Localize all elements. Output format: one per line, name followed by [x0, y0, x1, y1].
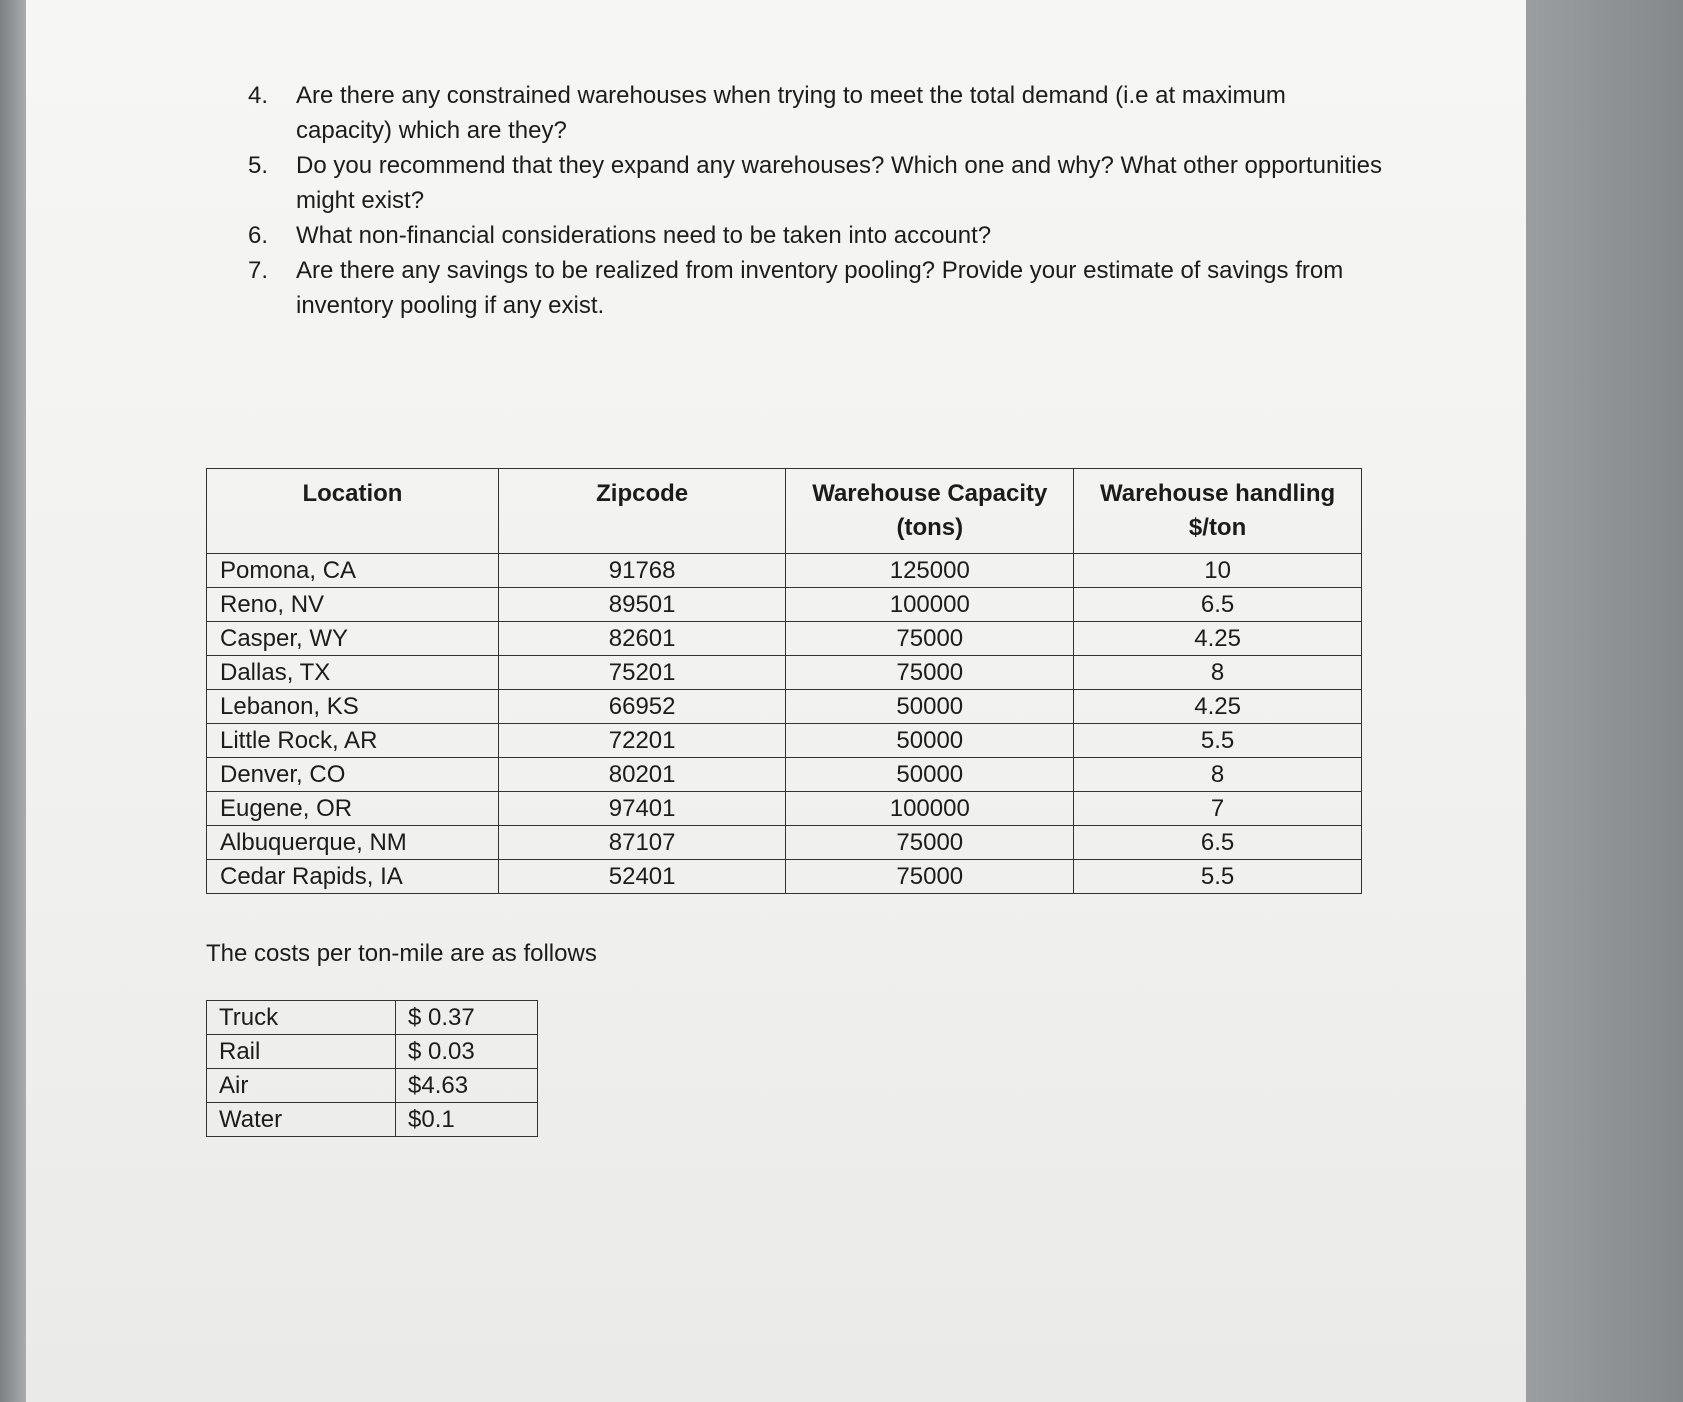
question-item: [248, 78, 1388, 148]
location-cell: Eugene, OR: [207, 792, 499, 826]
table-row: [207, 1035, 538, 1069]
table-row: [207, 860, 1362, 894]
location-cell: Casper, WY: [207, 622, 499, 656]
location-cell: Dallas, TX: [207, 656, 499, 690]
question-text: Are there any constrained warehouses when trying to meet the total demand (i.e at maximum capacity) which are they?: [296, 82, 1286, 144]
table-row: [207, 690, 1362, 724]
table-row: [207, 724, 1362, 758]
costs-intro-text: The costs per ton-mile are as follows: [206, 940, 597, 967]
capacity-cell: 75000: [786, 656, 1074, 690]
handling-cell: 4.25: [1074, 622, 1362, 656]
question-number: 7.: [248, 257, 269, 284]
question-item: [248, 148, 1388, 218]
handling-cell: 5.5: [1074, 724, 1362, 758]
zipcode-cell: 52401: [498, 860, 785, 894]
zipcode-cell: 97401: [498, 792, 785, 826]
zipcode-cell: 80201: [498, 758, 785, 792]
location-cell: Pomona, CA: [207, 554, 499, 588]
header-zipcode: Zipcode: [498, 469, 785, 554]
location-cell: Albuquerque, NM: [207, 826, 499, 860]
question-list: [248, 78, 1388, 323]
location-cell: Little Rock, AR: [207, 724, 499, 758]
warehouse-table: [206, 468, 1362, 894]
transport-mode-cell: Air: [207, 1069, 396, 1103]
table-header-row: [207, 469, 1362, 554]
question-text: Are there any savings to be realized from inventory pooling? Provide your estimate of savings from inventory pooling if any exist.: [296, 257, 1344, 319]
table-row: [207, 656, 1362, 690]
handling-cell: 8: [1074, 656, 1362, 690]
table-row: [207, 758, 1362, 792]
handling-cell: 5.5: [1074, 860, 1362, 894]
table-row: [207, 792, 1362, 826]
zipcode-cell: 66952: [498, 690, 785, 724]
handling-cell: 10: [1074, 554, 1362, 588]
handling-cell: 7: [1074, 792, 1362, 826]
header-handling-cost: Warehouse handling $/ton: [1074, 469, 1362, 554]
capacity-cell: 100000: [786, 792, 1074, 826]
header-location: Location: [207, 469, 499, 554]
question-number: 6.: [248, 222, 269, 249]
capacity-cell: 50000: [786, 724, 1074, 758]
capacity-cell: 75000: [786, 622, 1074, 656]
capacity-cell: 100000: [786, 588, 1074, 622]
table-row: [207, 554, 1362, 588]
location-cell: Lebanon, KS: [207, 690, 499, 724]
capacity-cell: 125000: [786, 554, 1074, 588]
location-cell: Cedar Rapids, IA: [207, 860, 499, 894]
cost-cell: $ 0.37: [396, 1001, 538, 1035]
question-item: [248, 218, 1388, 253]
table-row: [207, 622, 1362, 656]
table-row: [207, 1001, 538, 1035]
handling-cell: 6.5: [1074, 588, 1362, 622]
question-number: 5.: [248, 152, 269, 179]
table-row: [207, 826, 1362, 860]
table-row: [207, 1069, 538, 1103]
handling-cell: 8: [1074, 758, 1362, 792]
question-number: 4.: [248, 82, 269, 109]
transport-mode-cell: Water: [207, 1103, 396, 1137]
location-cell: Denver, CO: [207, 758, 499, 792]
capacity-cell: 50000: [786, 690, 1074, 724]
zipcode-cell: 82601: [498, 622, 785, 656]
cost-cell: $4.63: [396, 1069, 538, 1103]
cost-cell: $0.1: [396, 1103, 538, 1137]
zipcode-cell: 75201: [498, 656, 785, 690]
header-capacity: Warehouse Capacity (tons): [786, 469, 1074, 554]
table-row: [207, 588, 1362, 622]
capacity-cell: 75000: [786, 826, 1074, 860]
question-item: [248, 253, 1388, 323]
transport-mode-cell: Truck: [207, 1001, 396, 1035]
zipcode-cell: 89501: [498, 588, 785, 622]
location-cell: Reno, NV: [207, 588, 499, 622]
capacity-cell: 50000: [786, 758, 1074, 792]
zipcode-cell: 91768: [498, 554, 785, 588]
question-text: What non-financial considerations need to be taken into account?: [296, 222, 992, 249]
zipcode-cell: 87107: [498, 826, 785, 860]
handling-cell: 6.5: [1074, 826, 1362, 860]
cost-cell: $ 0.03: [396, 1035, 538, 1069]
background-desk-right: [1526, 0, 1683, 1402]
capacity-cell: 75000: [786, 860, 1074, 894]
handling-cell: 4.25: [1074, 690, 1362, 724]
transport-mode-cell: Rail: [207, 1035, 396, 1069]
background-desk-left: [0, 0, 26, 1402]
table-row: [207, 1103, 538, 1137]
zipcode-cell: 72201: [498, 724, 785, 758]
question-text: Do you recommend that they expand any warehouses? Which one and why? What other opportunities might exist?: [296, 152, 1382, 214]
transport-cost-table: [206, 1000, 538, 1137]
